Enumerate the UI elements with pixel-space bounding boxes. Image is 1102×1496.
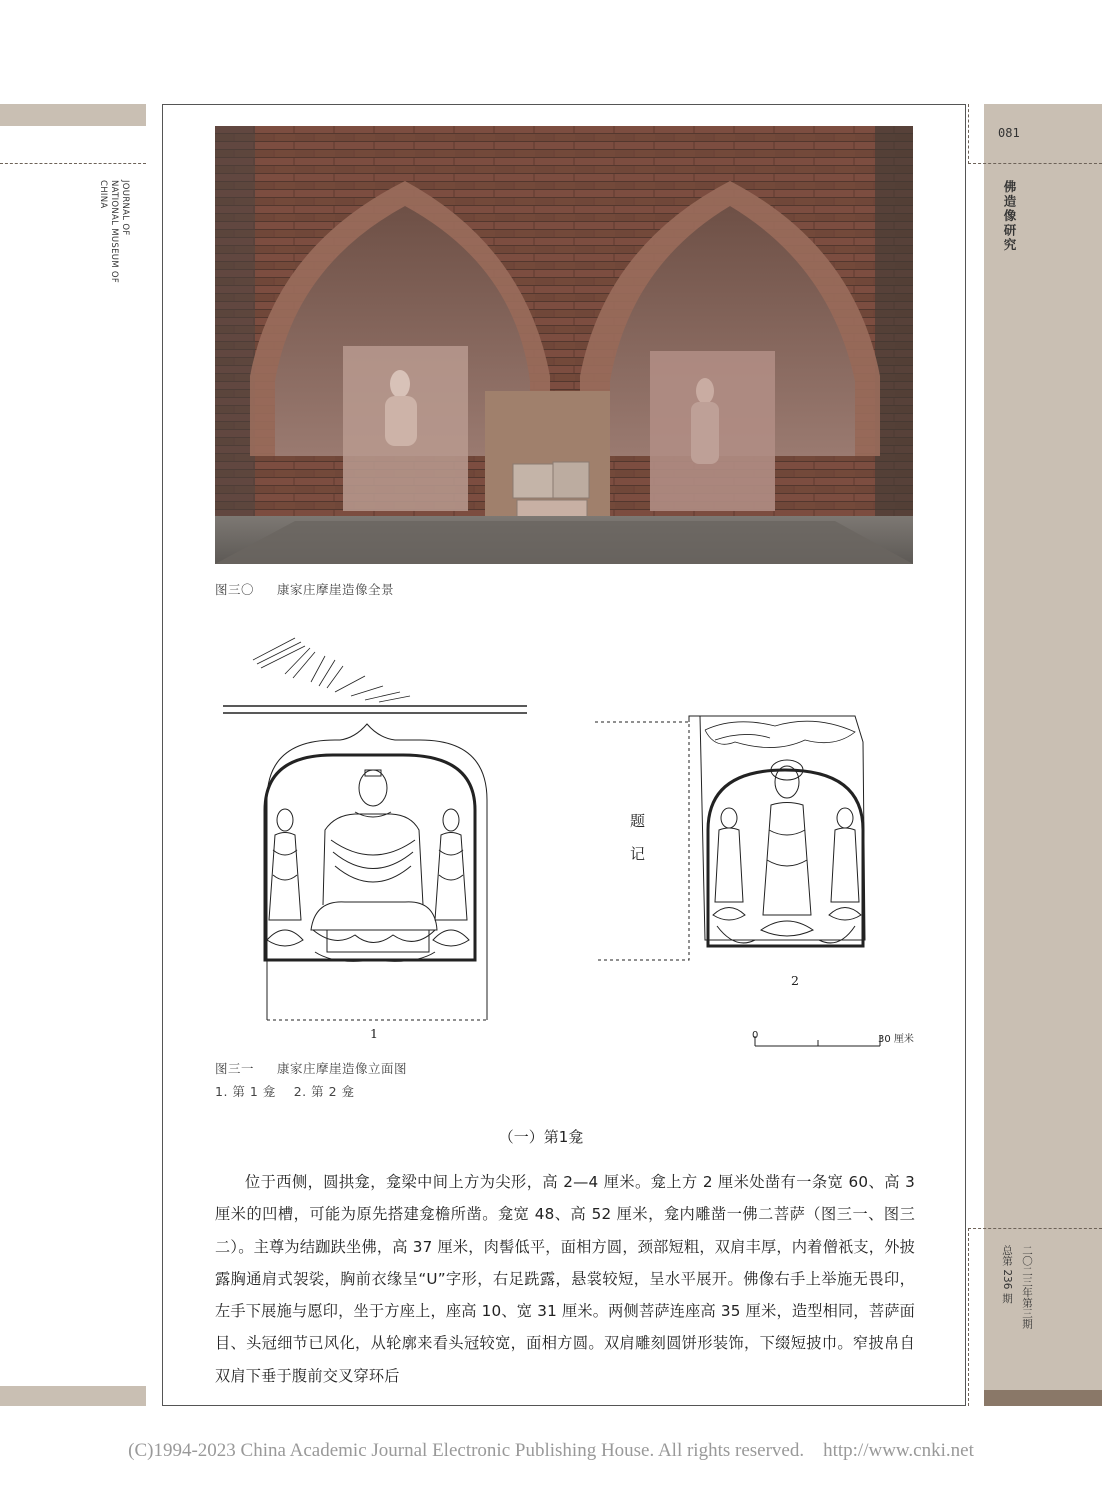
seated-buddha-figure bbox=[311, 770, 437, 961]
left-margin-band-bottom bbox=[0, 1386, 146, 1406]
bodhisattva-figure-n2-right bbox=[819, 808, 861, 943]
scale-zero: 0 bbox=[752, 1030, 759, 1041]
bodhisattva-figure-right bbox=[433, 809, 469, 946]
section-heading bbox=[0, 1126, 1102, 1147]
left-margin-band-top bbox=[0, 104, 146, 126]
section-heading-text: （一）第1龛 bbox=[498, 1128, 584, 1146]
bodhisattva-figure-left bbox=[267, 809, 303, 946]
bodhisattva-figure-n2-left bbox=[713, 808, 755, 943]
left-margin-divider bbox=[0, 163, 146, 164]
rock-hatching bbox=[253, 638, 410, 702]
body-paragraph: 位于西侧，圆拱龛，龛梁中间上方为尖形，高 2—4 厘米。龛上方 2 厘米处凿有一条宽 60、高 3 厘米的凹槽，可能为原先搭建龛檐所凿。龛宽 48、高 52 厘米，龛内雕凿一佛二菩萨（图三一、图三二）。主尊为结跏趺坐佛，高 37 厘米，肉髻低平，面相方圆，颈部短粗，双肩丰厚，内着僧祇支，外披露胸通肩式袈裟，胸前衣缘呈“U”字形，右足跣露，悬裳较短，呈水平展开。佛像右手上举施无畏印，左手下展施与愿印，坐于方座上，座高 10、宽 31 厘米。两侧菩萨连座高 35 厘米，造型相同，菩萨面目、头冠细节已风化，从轮廓来看头冠较宽，面相方圆。双肩雕刻圆饼形装饰，下缀短披巾。窄披帛自双肩下垂于腹前交叉穿环后 bbox=[215, 1173, 915, 1385]
figure30-caption bbox=[215, 580, 394, 598]
niche1-number: 1 bbox=[370, 1026, 379, 1041]
niche2-number: 2 bbox=[791, 973, 800, 988]
journal-name: JOURNAL OF NATIONAL MUSEUM OF CHINA bbox=[98, 180, 130, 284]
issue-total: 总第 236 期 bbox=[1001, 1245, 1013, 1304]
section-title: 佛造像研究 bbox=[1002, 180, 1017, 253]
standing-buddha-figure bbox=[755, 760, 819, 940]
right-sidebar-divider-bottom bbox=[968, 1228, 1102, 1229]
right-sidebar bbox=[984, 104, 1102, 1406]
page-number: 081 bbox=[998, 126, 1020, 140]
inscription-label-2: 记 bbox=[630, 845, 646, 863]
scale-bar bbox=[755, 1036, 880, 1046]
figure31-caption bbox=[215, 1059, 407, 1077]
figure30-title: 康家庄摩崖造像全景 bbox=[276, 582, 394, 597]
figure31-label: 图三一 bbox=[215, 1061, 255, 1076]
cliff-carving-photo bbox=[215, 126, 913, 564]
issue-year: 二〇二三年第三期 bbox=[1021, 1245, 1033, 1329]
elevation-drawing bbox=[215, 630, 915, 1050]
figure31-title: 康家庄摩崖造像立面图 bbox=[276, 1061, 407, 1076]
copyright-footer: (C)1994-2023 China Academic Journal Electronic Publishing House. All rights reserved. http://www.cnki.net bbox=[128, 1440, 974, 1461]
scale-max: 30 厘米 bbox=[878, 1034, 914, 1045]
right-sidebar-divider-vertical bbox=[968, 104, 969, 164]
inscription-label-1: 题 bbox=[630, 812, 646, 830]
right-sidebar-footer-band bbox=[984, 1390, 1102, 1406]
figure30-label: 图三〇 bbox=[215, 582, 255, 597]
figure31-subcaption: 1. 第 1 龛 2. 第 2 龛 bbox=[215, 1084, 355, 1099]
right-sidebar-divider-top bbox=[968, 163, 1102, 164]
right-sidebar-divider-vertical-bottom bbox=[968, 1228, 969, 1406]
